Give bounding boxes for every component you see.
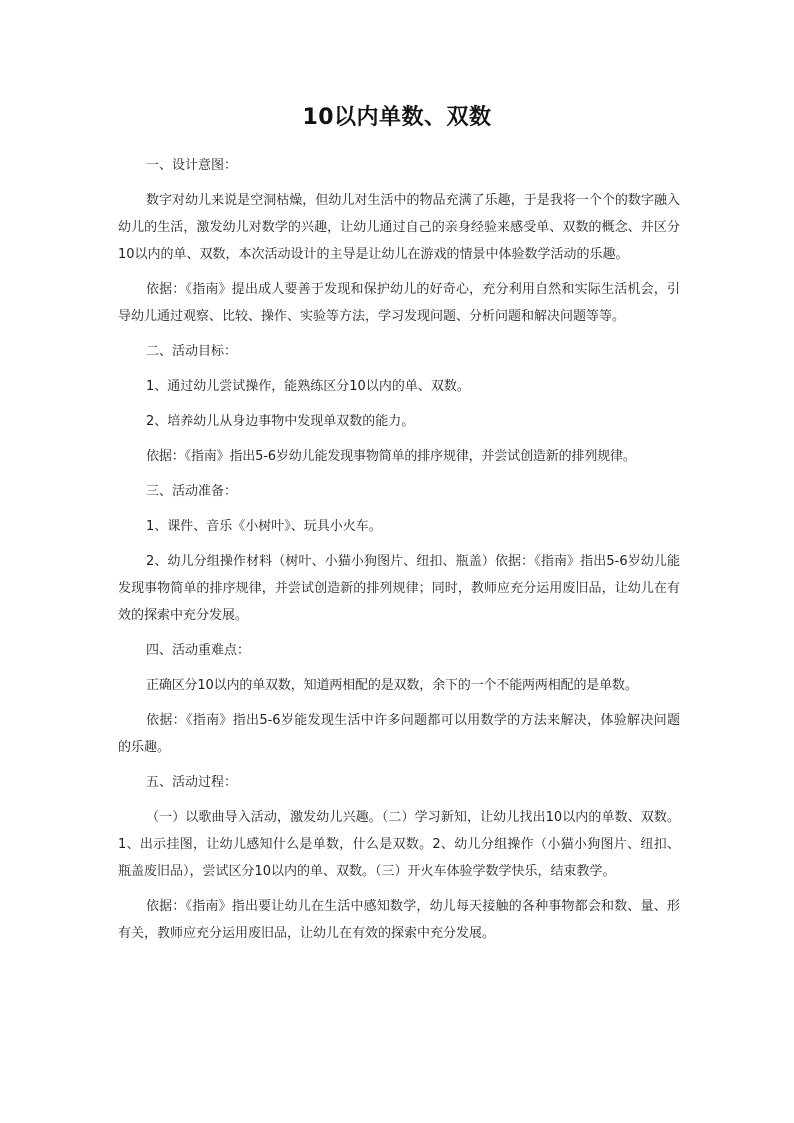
document-title: 10以内单数、双数 (302, 105, 492, 130)
paragraph-key-points: 正确区分10以内的单双数，知道两相配的是双数，余下的一个不能两两相配的是单数。 (146, 678, 638, 693)
paragraph-basis-2: 依据：《指南》指出5-6岁幼儿能发现事物简单的排序规律，并尝试创造新的排列规律。 (146, 449, 636, 464)
section-heading-process: 五、活动过程： (146, 775, 238, 790)
paragraph-design-intent: 数字对幼儿来说是空洞枯燥，但幼儿对生活中的物品充满了乐趣，于是我将一个个的数字融入幼儿的生活，激发幼儿对数学的兴趣，让幼儿通过自己的亲身经验来感受单、双数的概念、并区分10以内的单、双数，本次活动设计的主导是让幼儿在游戏的情景中体验数学活动的乐趣。 (118, 193, 680, 262)
document-body (118, 152, 680, 955)
paragraph-process: （一）以歌曲导入活动，激发幼儿兴趣。（二）学习新知，让幼儿找出10以内的单数、双数。1、出示挂图，让幼儿感知什么是单数，什么是双数。2、幼儿分组操作（小猫小狗图片、纽扣、瓶盖废旧品），尝试区分10以内的单、双数。（三）开火车体验学数学快乐，结束教学。 (118, 810, 680, 879)
paragraph-objective-2: 2、培养幼儿从身边事物中发现单双数的能力。 (146, 414, 415, 429)
paragraph-basis-3: 依据：《指南》指出5-6岁能发现生活中许多问题都可以用数学的方法来解决，体验解决问题的乐趣。 (118, 713, 680, 755)
section-heading-objectives: 二、活动目标： (146, 344, 238, 359)
section-heading-preparation: 三、活动准备： (146, 484, 238, 499)
paragraph-basis-4: 依据：《指南》指出要让幼儿在生活中感知数学，幼儿每天接触的各种事物都会和数、量、形有关，教师应充分运用废旧品，让幼儿在有效的探索中充分发展。 (118, 899, 680, 941)
paragraph-preparation-2: 2、幼儿分组操作材料（树叶、小猫小狗图片、纽扣、瓶盖）依据：《指南》指出5-6岁幼儿能发现事物简单的排序规律，并尝试创造新的排列规律；同时，教师应充分运用废旧品，让幼儿在有效的探索中充分发展。 (118, 554, 680, 623)
paragraph-basis-1: 依据：《指南》提出成人要善于发现和保护幼儿的好奇心，充分利用自然和实际生活机会，引导幼儿通过观察、比较、操作、实验等方法，学习发现问题、分析问题和解决问题等等。 (118, 282, 680, 324)
paragraph-objective-1: 1、通过幼儿尝试操作，能熟练区分10以内的单、双数。 (146, 379, 470, 394)
paragraph-preparation-1: 1、课件、音乐《小树叶》、玩具小火车。 (146, 519, 382, 534)
section-heading-key-points: 四、活动重难点： (146, 643, 251, 658)
section-heading-design-intent: 一、设计意图： (146, 158, 238, 173)
